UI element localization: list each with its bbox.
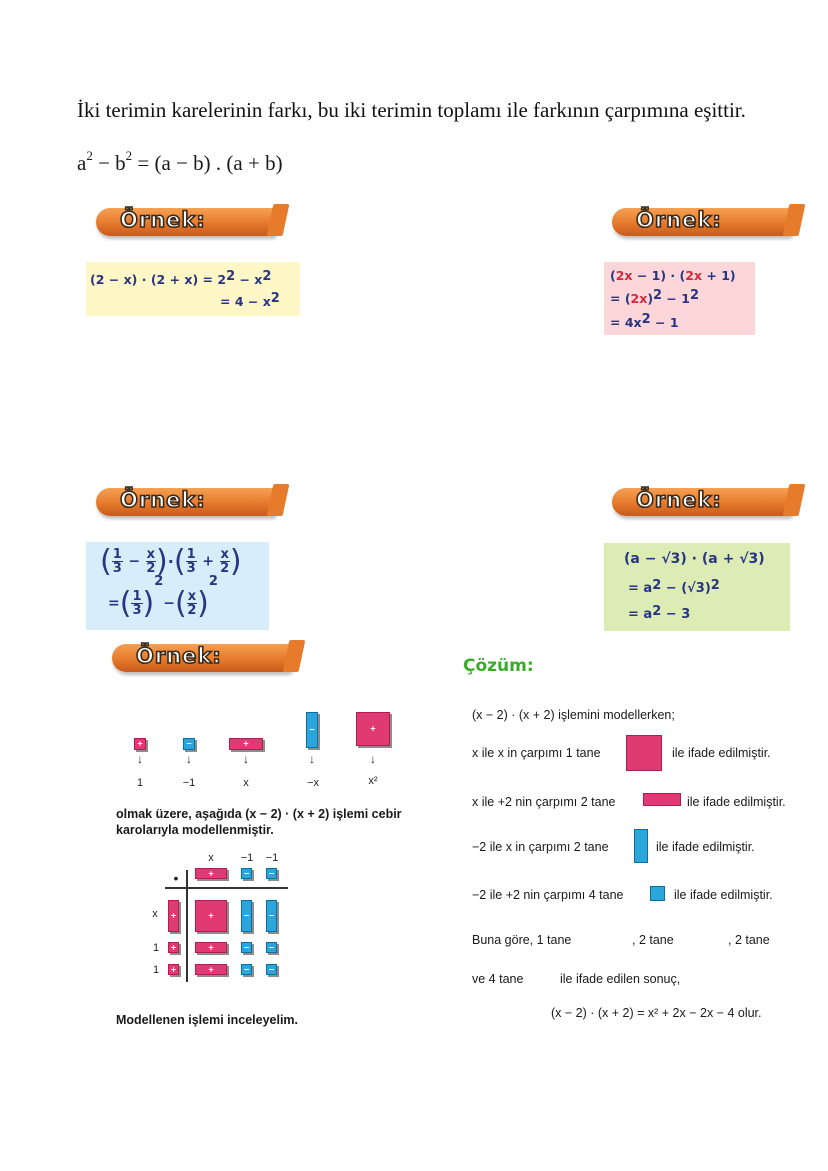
- grid-col-minus-1: −1: [265, 852, 279, 864]
- grid-row-x: x: [152, 908, 158, 920]
- x-tile-icon: [643, 793, 681, 806]
- tiles-grid-model: x −1 −1 • + − − x + 1 + 1 + + − − + − − + − −: [145, 850, 305, 990]
- example-1-line-1: $(2 - x) \cdot (2 + x) = 2^2 - x^2$: [90, 269, 272, 287]
- solution-line-6-part: , 2 tane: [632, 933, 674, 947]
- negative-x-tile: −: [306, 712, 318, 748]
- example-banner: Örnek:: [612, 200, 802, 240]
- grid-col-minus-1: −1: [240, 852, 254, 864]
- solution-line-6: Buna göre, 1 tane: [472, 933, 572, 947]
- solution-line-7: ve 4 tane: [472, 972, 524, 986]
- tiles-legend: + − + − + ↓ ↓ ↓ ↓ ↓ 1 −1 x −x x²: [110, 705, 410, 795]
- example-banner: Örnek:: [96, 200, 286, 240]
- tile-label-minus-x: −x: [307, 777, 319, 789]
- example-banner: Örnek:: [96, 480, 286, 520]
- grid-col-x: x: [208, 852, 214, 864]
- example-2-line-3: = $4x^2 - 1$: [610, 312, 679, 330]
- example-3-line-2: =( $\frac{1}{3}$ )$^2$−( $\frac{x}{2}$ )$^2$: [108, 574, 218, 621]
- solution-line-5: −2 ile +2 nin çarpımı 4 tane: [472, 888, 624, 902]
- solution-line-4-suffix: ile ifade edilmiştir.: [656, 840, 755, 854]
- solution-line-4: −2 ile x in çarpımı 2 tane: [472, 840, 609, 854]
- example-2-line-2: = $(2x)^2 - 1^2$: [610, 288, 699, 306]
- negative-unit-tile: −: [183, 738, 195, 750]
- example-1-box: [86, 262, 300, 316]
- tile-label-1: 1: [136, 777, 144, 789]
- grid-row-1: 1: [152, 942, 160, 954]
- example-1-line-2: = $4 - x^2$: [220, 291, 280, 309]
- example-3-box: [86, 542, 269, 630]
- negative-x-tile-icon: [634, 829, 648, 863]
- example-4-line-1: (a − √3) · (a + √3): [624, 551, 765, 567]
- positive-unit-tile: +: [134, 738, 146, 750]
- example-3-line-1: ( $\frac{1}{3}$ − $\frac{x}{2}$ )·( $\frac{1}{3}$ + $\frac{x}{2}$ ): [100, 544, 242, 579]
- model-description: olmak üzere, aşağıda (x − 2) · (x + 2) işlemi cebir karolarıyla modellenmiştir.: [116, 807, 402, 837]
- solution-line-2-suffix: ile ifade edilmiştir.: [672, 746, 771, 760]
- intro-text: İki terimin karelerinin farkı, bu iki terimin toplamı ile farkının çarpımına eşittir.: [77, 98, 746, 122]
- solution-line-6-part: , 2 tane: [728, 933, 770, 947]
- tile-label-x-squared: x²: [368, 775, 378, 787]
- solution-line-3: x ile +2 nin çarpımı 2 tane: [472, 795, 616, 809]
- solution-line-7-suffix: ile ifade edilen sonuç,: [560, 972, 681, 986]
- solution-line-1: (x − 2) · (x + 2) işlemini modellerken;: [472, 708, 675, 722]
- grid-row-1: 1: [152, 964, 160, 976]
- positive-x-tile: +: [229, 738, 263, 750]
- solution-result: (x − 2) · (x + 2) = x² + 2x − 2x − 4 olur.: [551, 1006, 762, 1020]
- positive-x-squared-tile: +: [356, 712, 390, 746]
- example-4-line-2: = $a^2 - (√3)^2$: [628, 578, 720, 596]
- tile-label-minus-1: −1: [182, 777, 196, 789]
- negative-unit-tile-icon: [650, 886, 665, 901]
- x-squared-tile-icon: [626, 735, 662, 771]
- example-2-box: [604, 262, 755, 335]
- example-4-box: [604, 543, 790, 631]
- solution-line-5-suffix: ile ifade edilmiştir.: [674, 888, 773, 902]
- solution-line-2: x ile x in çarpımı 1 tane: [472, 746, 601, 760]
- example-banner: Örnek:: [612, 480, 802, 520]
- example-2-line-1: (2x − 1) · (2x + 1): [610, 268, 736, 283]
- grid-dot: •: [173, 870, 179, 886]
- example-banner: Örnek:: [112, 636, 302, 676]
- difference-of-squares-formula: $a^2 - b^2 = (a - b)$ . (a + b): [77, 148, 283, 175]
- tile-label-x: x: [243, 777, 249, 789]
- model-footer: Modellenen işlemi inceleyelim.: [116, 1013, 299, 1027]
- solution-line-3-suffix: ile ifade edilmiştir.: [687, 795, 786, 809]
- solution-title: Çözüm:: [463, 656, 534, 676]
- example-4-line-3: = $a^2 - 3$: [628, 604, 691, 622]
